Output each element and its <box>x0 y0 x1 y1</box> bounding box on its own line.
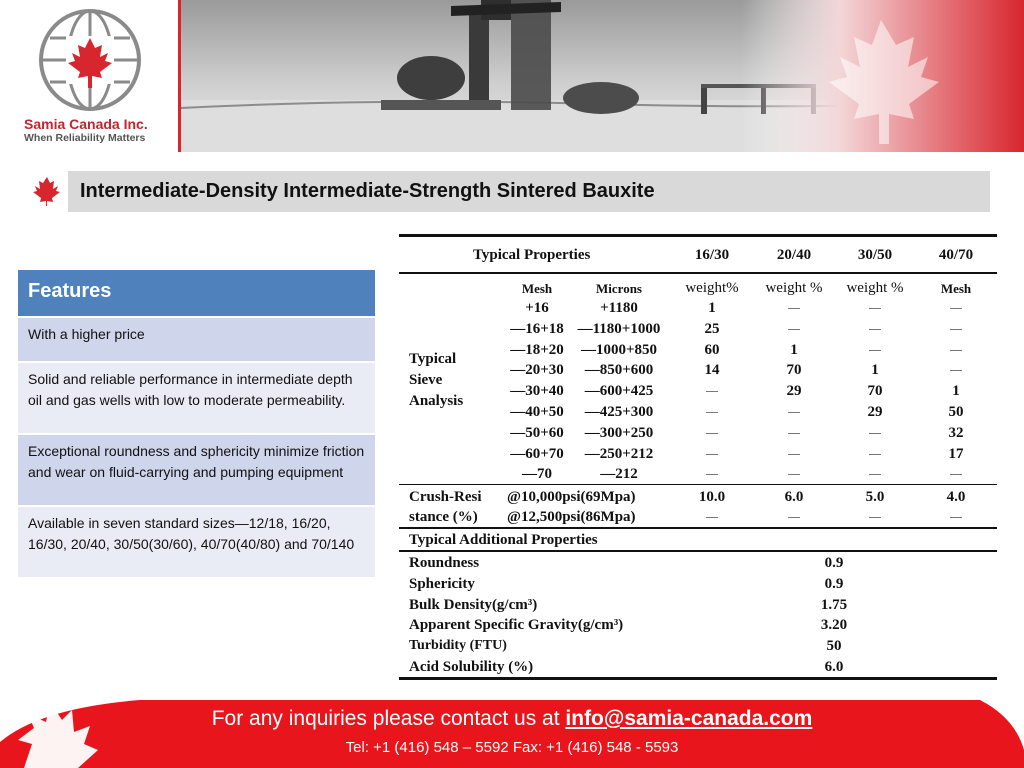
sieve-microns: —850+600 <box>584 362 654 379</box>
table-rule <box>399 527 997 529</box>
weight-header: weight % <box>765 280 823 296</box>
sieve-mesh: —20+30 <box>510 362 564 379</box>
sieve-value: 1 <box>952 383 960 400</box>
sieve-label: Typical <box>409 351 457 367</box>
feature-item: Solid and reliable performance in intermediate depth oil and gas wells with low to moderate permeability. <box>18 363 375 435</box>
additional-property-label: Sphericity <box>409 575 475 592</box>
dash-cell <box>950 362 962 379</box>
feature-item: With a higher price <box>18 318 375 363</box>
column-header: 16/30 <box>694 247 730 263</box>
dash-cell <box>706 383 718 400</box>
title-bar <box>68 171 990 212</box>
dash-cell <box>869 342 881 359</box>
crush-value: 4.0 <box>946 489 966 505</box>
additional-property-label: Turbidity (FTU) <box>409 638 507 654</box>
sieve-value: 17 <box>948 445 964 462</box>
table-rule <box>399 484 997 485</box>
maple-leaf-icon <box>32 176 62 206</box>
dash-cell <box>706 509 718 526</box>
dash-cell <box>869 446 881 463</box>
features-heading: Features <box>18 270 375 318</box>
feature-item: Exceptional roundness and sphericity minimize friction and wear on fluid-carrying and pumping equipment <box>18 435 375 507</box>
additional-property-value: 1.75 <box>820 596 848 613</box>
dash-cell <box>706 425 718 442</box>
sieve-microns: —212 <box>600 466 638 483</box>
sieve-mesh: —40+50 <box>510 404 564 420</box>
footer <box>0 700 1024 768</box>
additional-property-value: 3.20 <box>820 617 848 634</box>
contact-line <box>0 707 1024 731</box>
dash-cell <box>788 425 800 442</box>
table-rule <box>399 550 997 552</box>
weight-header: Mesh <box>940 281 972 296</box>
dash-cell <box>950 342 962 359</box>
sieve-mesh: —60+70 <box>510 445 564 462</box>
sieve-microns: —250+212 <box>584 445 654 462</box>
sieve-value: 70 <box>867 383 883 400</box>
dash-cell <box>788 321 800 338</box>
dash-cell <box>869 466 881 483</box>
crush-label: stance (%) <box>409 509 478 525</box>
sieve-value: 32 <box>948 424 964 441</box>
sieve-mesh-header: Mesh <box>521 281 553 296</box>
column-header: 30/50 <box>857 247 893 263</box>
dash-cell <box>706 446 718 463</box>
table-header-label: Typical Properties <box>473 247 591 263</box>
weight-header: weight % <box>846 280 904 296</box>
additional-property-label: Roundness <box>409 555 480 571</box>
crush-value: 5.0 <box>865 489 885 505</box>
additional-property-label: Acid Solubility (%) <box>409 659 534 675</box>
sieve-label: Analysis <box>409 393 464 409</box>
dash-cell <box>788 509 800 526</box>
sieve-mesh: —16+18 <box>510 320 564 337</box>
sieve-microns: —1000+850 <box>580 341 658 358</box>
sieve-microns: —1180+1000 <box>577 320 661 337</box>
oilfield-banner-image <box>181 0 1024 152</box>
dash-cell <box>706 404 718 421</box>
page-title: Intermediate-Density Intermediate-Strength Sintered Bauxite <box>80 180 655 202</box>
table-rule <box>399 272 997 274</box>
sieve-value: 29 <box>786 383 802 400</box>
table-rule <box>399 234 997 237</box>
globe-logo-icon <box>38 8 142 112</box>
company-tagline: When Reliability Matters <box>24 132 146 144</box>
company-name: Samia Canada Inc. <box>24 116 148 132</box>
crush-condition: @10,000psi(69Mpa) <box>507 489 636 505</box>
crush-condition: @12,500psi(86Mpa) <box>507 509 636 525</box>
sieve-mesh: +16 <box>525 300 549 316</box>
sieve-value: 1 <box>708 300 716 316</box>
dash-cell <box>788 446 800 463</box>
phone-fax-line: Tel: +1 (416) 548 – 5592 Fax: +1 (416) 548 - 5593 <box>345 739 679 756</box>
column-header: 20/40 <box>776 247 812 263</box>
additional-property-label: Apparent Specific Gravity(g/cm³) <box>409 617 624 634</box>
feature-item: Available in seven standard sizes—12/18, 16/20, 16/30, 20/40, 30/50(30/60), 40/70(40/80) and 70/140 <box>18 507 375 579</box>
sieve-value: 29 <box>867 404 883 420</box>
dash-cell <box>706 466 718 483</box>
sieve-microns-header: Microns <box>596 281 642 296</box>
dash-cell <box>869 321 881 338</box>
sieve-microns: —300+250 <box>584 424 654 441</box>
sieve-value: 60 <box>704 341 720 358</box>
table-rule <box>399 677 997 680</box>
dash-cell <box>950 300 962 317</box>
sieve-value: 1 <box>871 362 879 379</box>
additional-property-label: Bulk Density(g/cm³) <box>409 596 538 613</box>
sieve-microns: +1180 <box>600 300 638 316</box>
dash-cell <box>869 509 881 526</box>
header <box>0 0 1024 152</box>
sieve-value: 70 <box>786 362 802 379</box>
dash-cell <box>788 466 800 483</box>
sieve-value: 50 <box>948 404 964 420</box>
crush-value: 10.0 <box>698 489 726 505</box>
company-logo[interactable] <box>0 0 178 152</box>
dash-cell <box>788 300 800 317</box>
dash-cell <box>869 300 881 317</box>
dash-cell <box>950 509 962 526</box>
sieve-mesh: —50+60 <box>510 424 564 441</box>
dash-cell <box>869 425 881 442</box>
dash-cell <box>950 321 962 338</box>
weight-header: weight% <box>685 280 739 296</box>
email-link[interactable]: info@samia-canada.com <box>565 707 813 730</box>
dash-cell <box>950 466 962 483</box>
sieve-value: 1 <box>790 341 798 358</box>
sieve-value: 14 <box>704 362 720 379</box>
contact-prefix: For any inquiries please contact us at <box>211 707 566 730</box>
typical-properties-table <box>399 232 997 680</box>
crush-label: Crush-Resi <box>409 489 482 505</box>
dash-cell <box>788 404 800 421</box>
features-panel <box>18 270 375 579</box>
additional-property-value: 0.9 <box>824 575 844 592</box>
additional-property-value: 50 <box>826 638 842 655</box>
column-header: 40/70 <box>938 247 974 263</box>
sieve-mesh: —30+40 <box>510 383 564 400</box>
sieve-microns: —600+425 <box>584 383 654 400</box>
additional-heading: Typical Additional Properties <box>409 532 598 548</box>
crush-value: 6.0 <box>784 489 804 505</box>
sieve-mesh: —18+20 <box>510 341 564 358</box>
additional-property-value: 0.9 <box>824 555 844 571</box>
sieve-label: Sieve <box>409 372 443 388</box>
sieve-microns: —425+300 <box>584 404 654 420</box>
sieve-value: 25 <box>704 320 720 337</box>
sieve-mesh: —70 <box>522 466 552 483</box>
additional-property-value: 6.0 <box>824 659 844 675</box>
